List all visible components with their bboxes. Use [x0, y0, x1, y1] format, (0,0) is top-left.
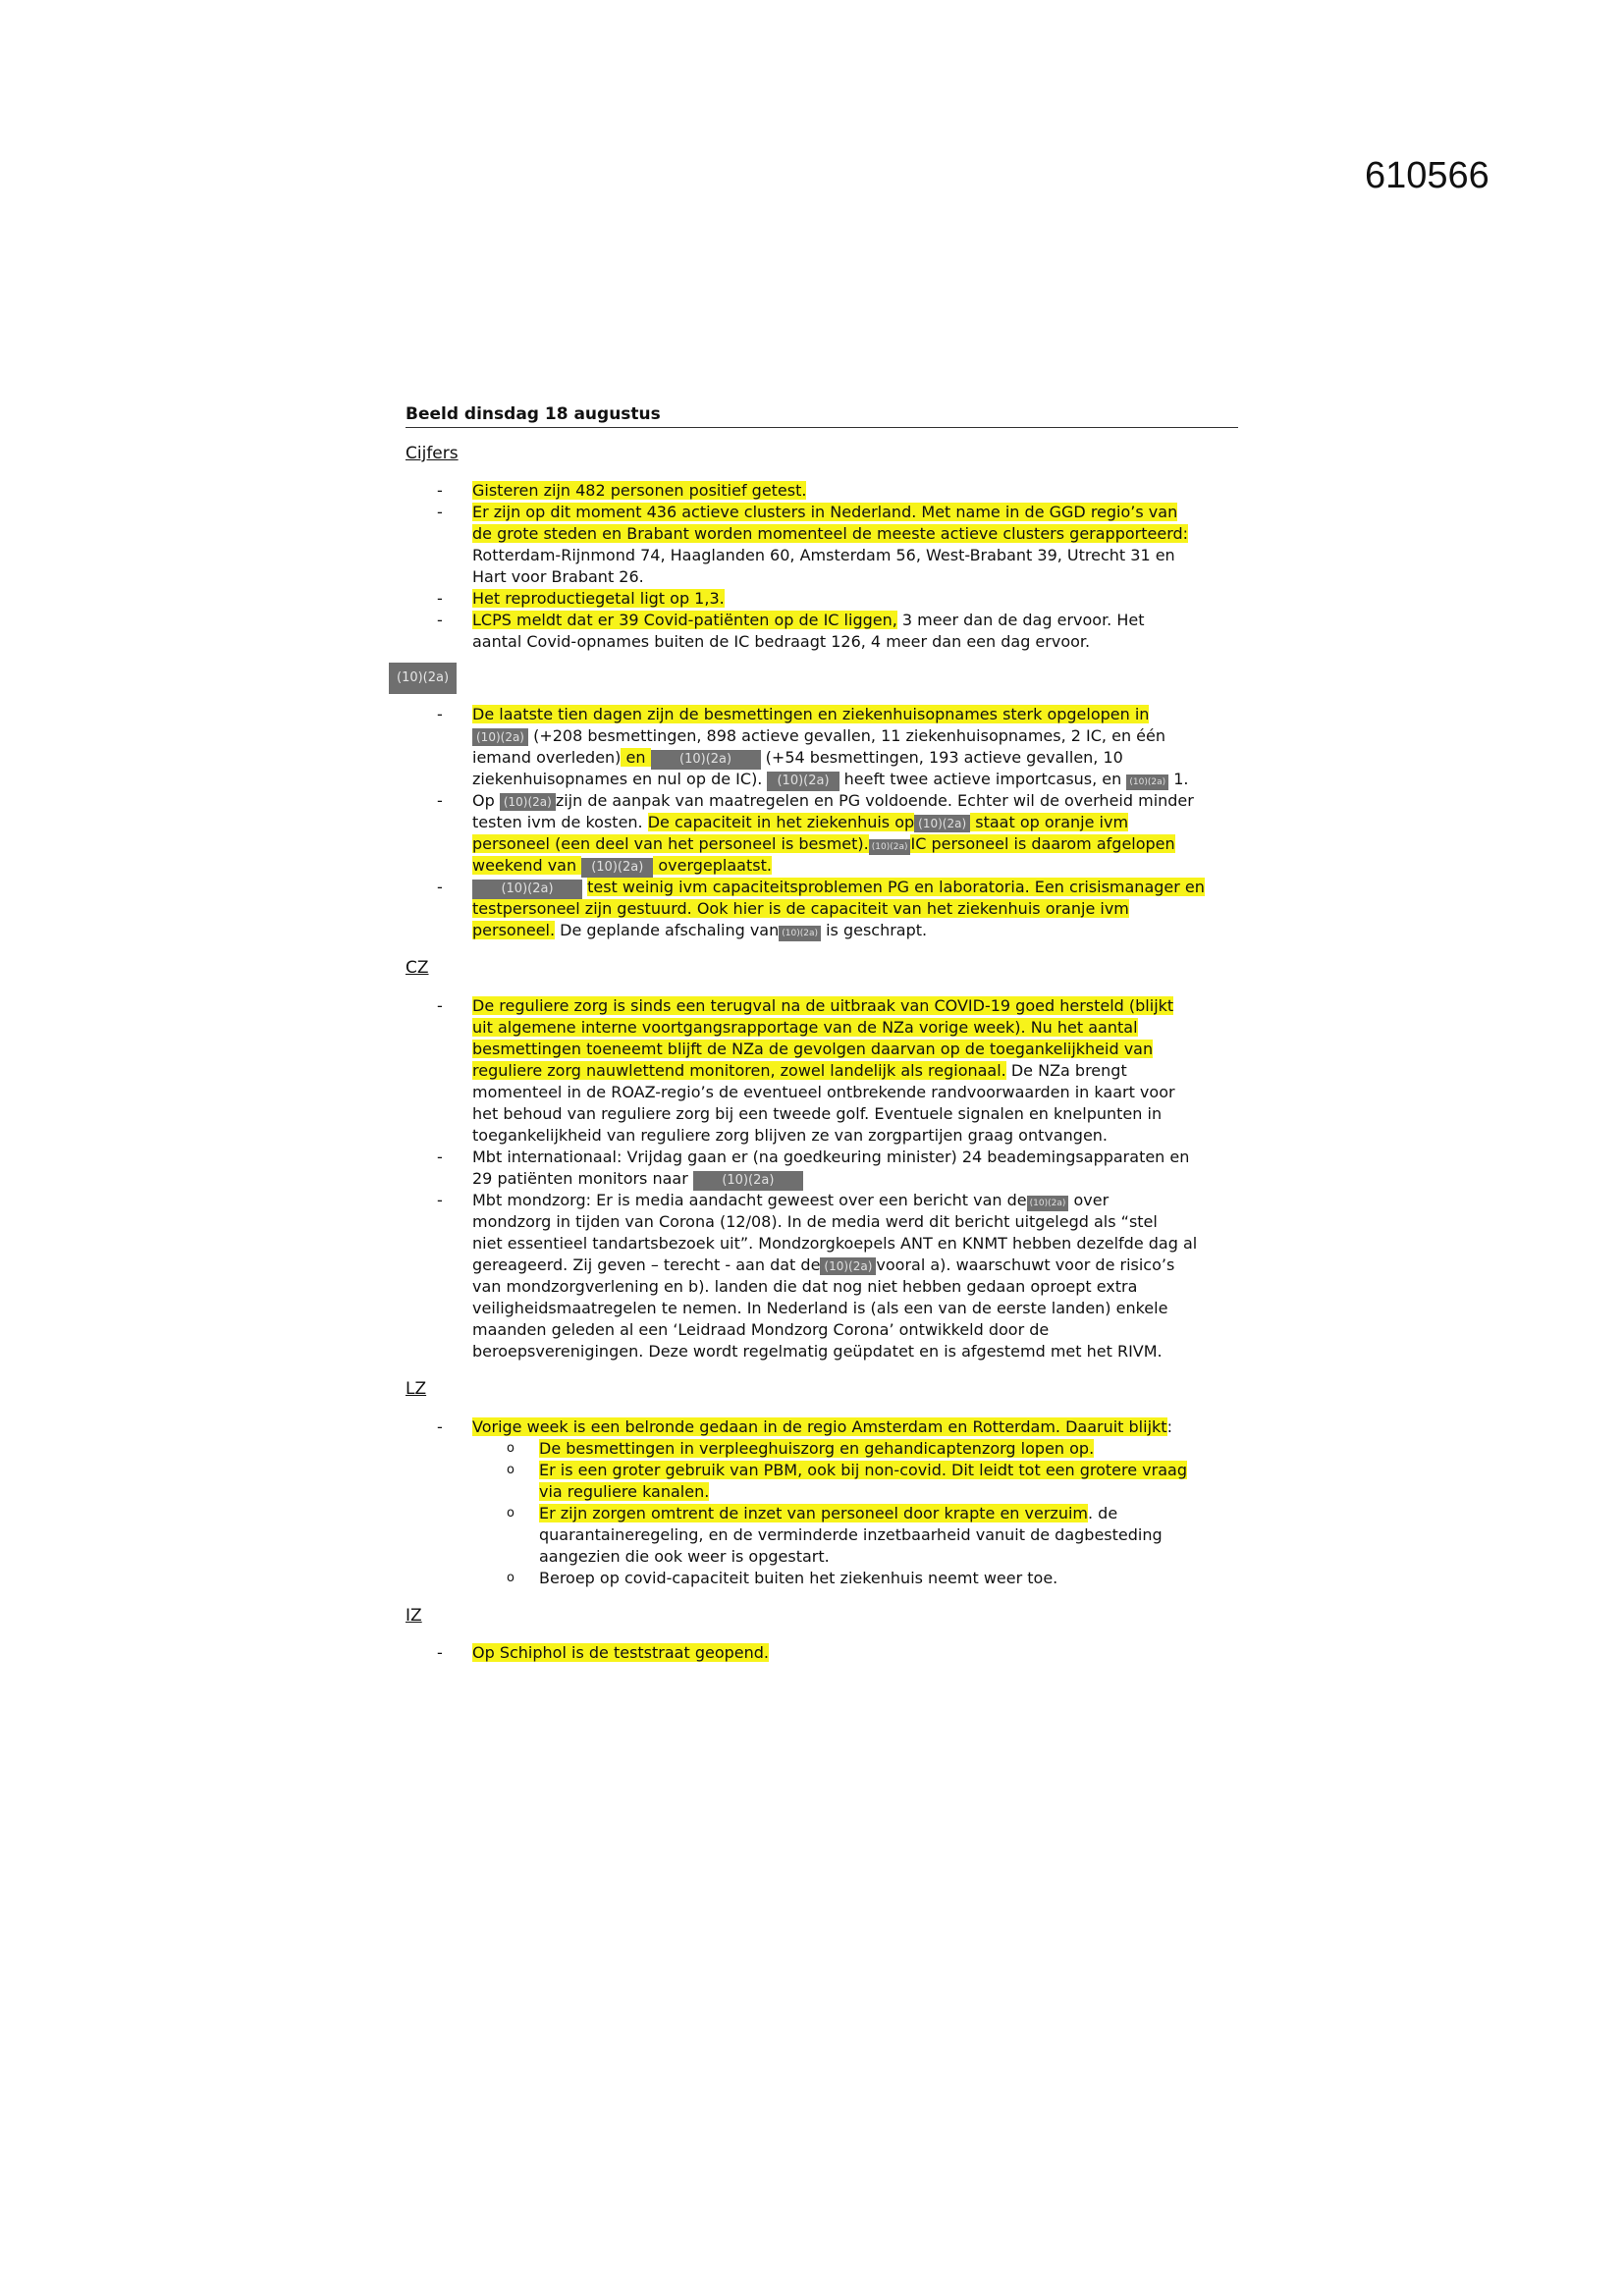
list-item-text: zijn de aanpak van maatregelen en PG voldoende. Echter wil de overheid minder: [555, 791, 1194, 810]
list-item: [406, 1642, 1250, 1664]
list-item-text: de grote steden en Brabant worden momenteel de meeste actieve clusters gerapporteerd:: [472, 524, 1189, 543]
dash-bullet: -: [437, 996, 443, 1015]
list-item-text: Gisteren zijn 482 personen positief getest.: [472, 481, 807, 500]
list-item-text: De NZa brengt: [1005, 1061, 1127, 1080]
redaction-block: (10)(2a): [581, 858, 653, 878]
cijfers-list: [406, 480, 1250, 653]
list-item-text: Er is een groter gebruik van PBM, ook bij non-covid. Dit leidt tot een grotere vraag: [539, 1461, 1187, 1479]
list-item-text: Beroep op covid-capaciteit buiten het ziekenhuis neemt weer toe.: [539, 1569, 1058, 1587]
sub-list-item: [406, 1438, 1250, 1460]
redaction-block: (10)(2a): [472, 728, 528, 746]
redaction-block: (10)(2a): [767, 772, 839, 791]
dash-bullet: -: [437, 1643, 443, 1662]
redaction-block: (10)(2a): [693, 1171, 803, 1191]
list-item-text: personeel.: [472, 921, 556, 939]
dash-bullet: -: [437, 878, 443, 896]
circle-bullet: o: [507, 1463, 514, 1477]
lz-list: [406, 1416, 1250, 1589]
list-item-text: Het reproductiegetal ligt op 1,3.: [472, 589, 725, 608]
dash-bullet: -: [437, 1148, 443, 1166]
list-item-text: Op Schiphol is de teststraat geopend.: [472, 1643, 769, 1662]
list-item-text: Mbt internationaal: Vrijdag gaan er (na goedkeuring minister) 24 beademingsapparaten en: [472, 1148, 1190, 1166]
list-item-text: uit algemene interne voortgangsrapportage van de NZa vorige week). Nu het aantal: [472, 1018, 1138, 1037]
redaction-block: (10)(2a): [1126, 774, 1168, 790]
list-item-text: van mondzorgverlening en b). landen die dat nog niet hebben gedaan oproept extra: [472, 1277, 1138, 1296]
list-item-text: LCPS meldt dat er 39 Covid-patiënten op de IC liggen,: [472, 611, 897, 629]
document-number: 610566: [1365, 155, 1489, 196]
list-item: [406, 480, 1250, 502]
list-item-text: iemand overleden): [472, 748, 622, 767]
list-item-text: via reguliere kanalen.: [539, 1482, 710, 1501]
dash-bullet: -: [437, 503, 443, 521]
list-item-text: Rotterdam-Rijnmond 74, Haaglanden 60, Amsterdam 56, West-Brabant 39, Utrecht 31 en: [472, 546, 1175, 564]
cz-list: [406, 995, 1250, 1362]
sub-list-item: [406, 1568, 1250, 1589]
list-item-text: Mbt mondzorg: Er is media aandacht geweest over een bericht van de: [472, 1191, 1027, 1209]
sub-list-item: [406, 1460, 1250, 1503]
list-item: [406, 704, 1250, 790]
list-item-text: (+208 besmettingen, 898 actieve gevallen, 11 ziekenhuisopnames, 2 IC, en één: [527, 726, 1165, 745]
list-item-text: is geschrapt.: [820, 921, 928, 939]
redaction-block: (10)(2a): [389, 663, 457, 694]
list-item-text: toegankelijkheid van reguliere zorg blijven ze van zorgpartijen graag ontvangen.: [472, 1126, 1109, 1145]
list-item-text: ziekenhuisopnames en nul op de IC).: [472, 770, 763, 788]
list-item-text: Op: [472, 791, 500, 810]
list-item: [406, 1147, 1250, 1190]
sub-list-item: [406, 1503, 1250, 1568]
list-item-text: heeft twee actieve importcasus, en: [839, 770, 1122, 788]
list-item: [406, 1416, 1250, 1438]
page-title: Beeld dinsdag 18 augustus: [406, 404, 1238, 428]
list-item-text: beroepsverenigingen. Deze wordt regelmatig geüpdatet en is afgestemd met het RIVM.: [472, 1342, 1163, 1361]
section-heading-cijfers: Cijfers: [406, 444, 459, 463]
redaction-block: (10)(2a): [820, 1257, 876, 1275]
dash-bullet: -: [437, 705, 443, 723]
list-item-text: De laatste tien dagen zijn de besmettingen en ziekenhuisopnames sterk opgelopen in: [472, 705, 1150, 723]
list-item: [406, 995, 1250, 1147]
list-item-text: . de: [1088, 1504, 1118, 1522]
list-item-text: het behoud van reguliere zorg bij een tweede golf. Eventuele signalen en knelpunten in: [472, 1104, 1163, 1123]
list-item-text: staat op oranje ivm: [970, 813, 1129, 831]
list-item-text: De geplande afschaling van: [555, 921, 780, 939]
list-item-text: maanden geleden al een ‘Leidraad Mondzorg Corona’ ontwikkeld door de: [472, 1320, 1050, 1339]
list-item-text: IC personeel is daarom afgelopen: [910, 834, 1175, 853]
list-item-text: momenteel in de ROAZ-regio’s de eventueel ontbrekende randvoorwaarden in kaart voor: [472, 1083, 1175, 1101]
list-item-text: veiligheidsmaatregelen te nemen. In Nederland is (als een van de eerste landen) enkele: [472, 1299, 1168, 1317]
circle-bullet: o: [507, 1441, 514, 1456]
list-item-text: testen ivm de kosten.: [472, 813, 648, 831]
list-item-text: Vorige week is een belronde gedaan in de regio Amsterdam en Rotterdam. Daaruit blijkt: [472, 1417, 1167, 1436]
section-heading-lz: LZ: [406, 1379, 427, 1399]
section-heading-iz: IZ: [406, 1606, 422, 1626]
list-item: [406, 790, 1250, 877]
dash-bullet: -: [437, 481, 443, 500]
regional-list: [406, 704, 1250, 941]
dash-bullet: -: [437, 1191, 443, 1209]
list-item: [406, 610, 1250, 653]
list-item-text: vooral a). waarschuwt voor de risico’s: [876, 1255, 1175, 1274]
list-item-text: De besmettingen in verpleeghuiszorg en gehandicaptenzorg lopen op.: [539, 1439, 1095, 1458]
list-item-text: (+54 besmettingen, 193 actieve gevallen, 10: [760, 748, 1123, 767]
list-item-text: weekend van: [472, 856, 582, 875]
list-item-text: Hart voor Brabant 26.: [472, 567, 644, 586]
redaction-block: (10)(2a): [779, 926, 821, 941]
list-item-text: 29 patiënten monitors naar: [472, 1169, 693, 1188]
list-item-text: De capaciteit in het ziekenhuis op: [647, 813, 915, 831]
list-item-text: en: [621, 748, 651, 767]
dash-bullet: -: [437, 589, 443, 608]
list-item-text: over: [1068, 1191, 1110, 1209]
list-item-text: 3 meer dan de dag ervoor. Het: [896, 611, 1145, 629]
list-item: [406, 1190, 1250, 1362]
circle-bullet: o: [507, 1506, 514, 1521]
list-item-text: Er zijn zorgen omtrent de inzet van personeel door krapte en verzuim: [539, 1504, 1088, 1522]
list-item-text: mondzorg in tijden van Corona (12/08). In de media werd dit bericht uitgelegd als “stel: [472, 1212, 1158, 1231]
list-item-text: niet essentieel tandartsbezoek uit”. Mondzorgkoepels ANT en KNMT hebben dezelfde dag al: [472, 1234, 1198, 1253]
redaction-block: (10)(2a): [651, 750, 761, 770]
list-item-text: 1.: [1168, 770, 1189, 788]
list-item-text: Er zijn op dit moment 436 actieve clusters in Nederland. Met name in de GGD regio’s van: [472, 503, 1178, 521]
list-item: [406, 588, 1250, 610]
dash-bullet: -: [437, 611, 443, 629]
redaction-block: (10)(2a): [869, 839, 911, 855]
redaction-block: (10)(2a): [500, 793, 556, 811]
list-item-text: De reguliere zorg is sinds een terugval na de uitbraak van COVID-19 goed hersteld (blijkt: [472, 996, 1174, 1015]
dash-bullet: -: [437, 1417, 443, 1436]
list-item-text: reguliere zorg nauwlettend monitoren, zowel landelijk als regionaal.: [472, 1061, 1006, 1080]
list-item-text: quarantaineregeling, en de verminderde inzetbaarheid vanuit de dagbesteding: [539, 1525, 1163, 1544]
redaction-block: (10)(2a): [914, 815, 970, 832]
list-item-text: aantal Covid-opnames buiten de IC bedraagt 126, 4 meer dan een dag ervoor.: [472, 632, 1091, 651]
list-item-text: gereageerd. Zij geven – terecht - aan dat de: [472, 1255, 821, 1274]
list-item: [406, 502, 1250, 588]
list-item-text: testpersoneel zijn gestuurd. Ook hier is de capaciteit van het ziekenhuis oranje ivm: [472, 899, 1129, 918]
circle-bullet: o: [507, 1571, 514, 1585]
list-item-text: :: [1166, 1417, 1172, 1436]
list-item-text: besmettingen toeneemt blijft de NZa de gevolgen daarvan op de toegankelijkheid van: [472, 1040, 1154, 1058]
dash-bullet: -: [437, 791, 443, 810]
redaction-block: (10)(2a): [472, 880, 582, 899]
section-heading-cz: CZ: [406, 958, 429, 978]
list-item-text: personeel (een deel van het personeel is besmet).: [472, 834, 869, 853]
redaction-block: (10)(2a): [1027, 1196, 1069, 1211]
list-item-text: test weinig ivm capaciteitsproblemen PG en laboratoria. Een crisismanager en: [587, 878, 1205, 896]
list-item: [406, 877, 1250, 941]
list-item-text: overgeplaatst.: [653, 856, 772, 875]
list-item-text: aangezien die ook weer is opgestart.: [539, 1547, 830, 1566]
iz-list: [406, 1642, 1250, 1664]
